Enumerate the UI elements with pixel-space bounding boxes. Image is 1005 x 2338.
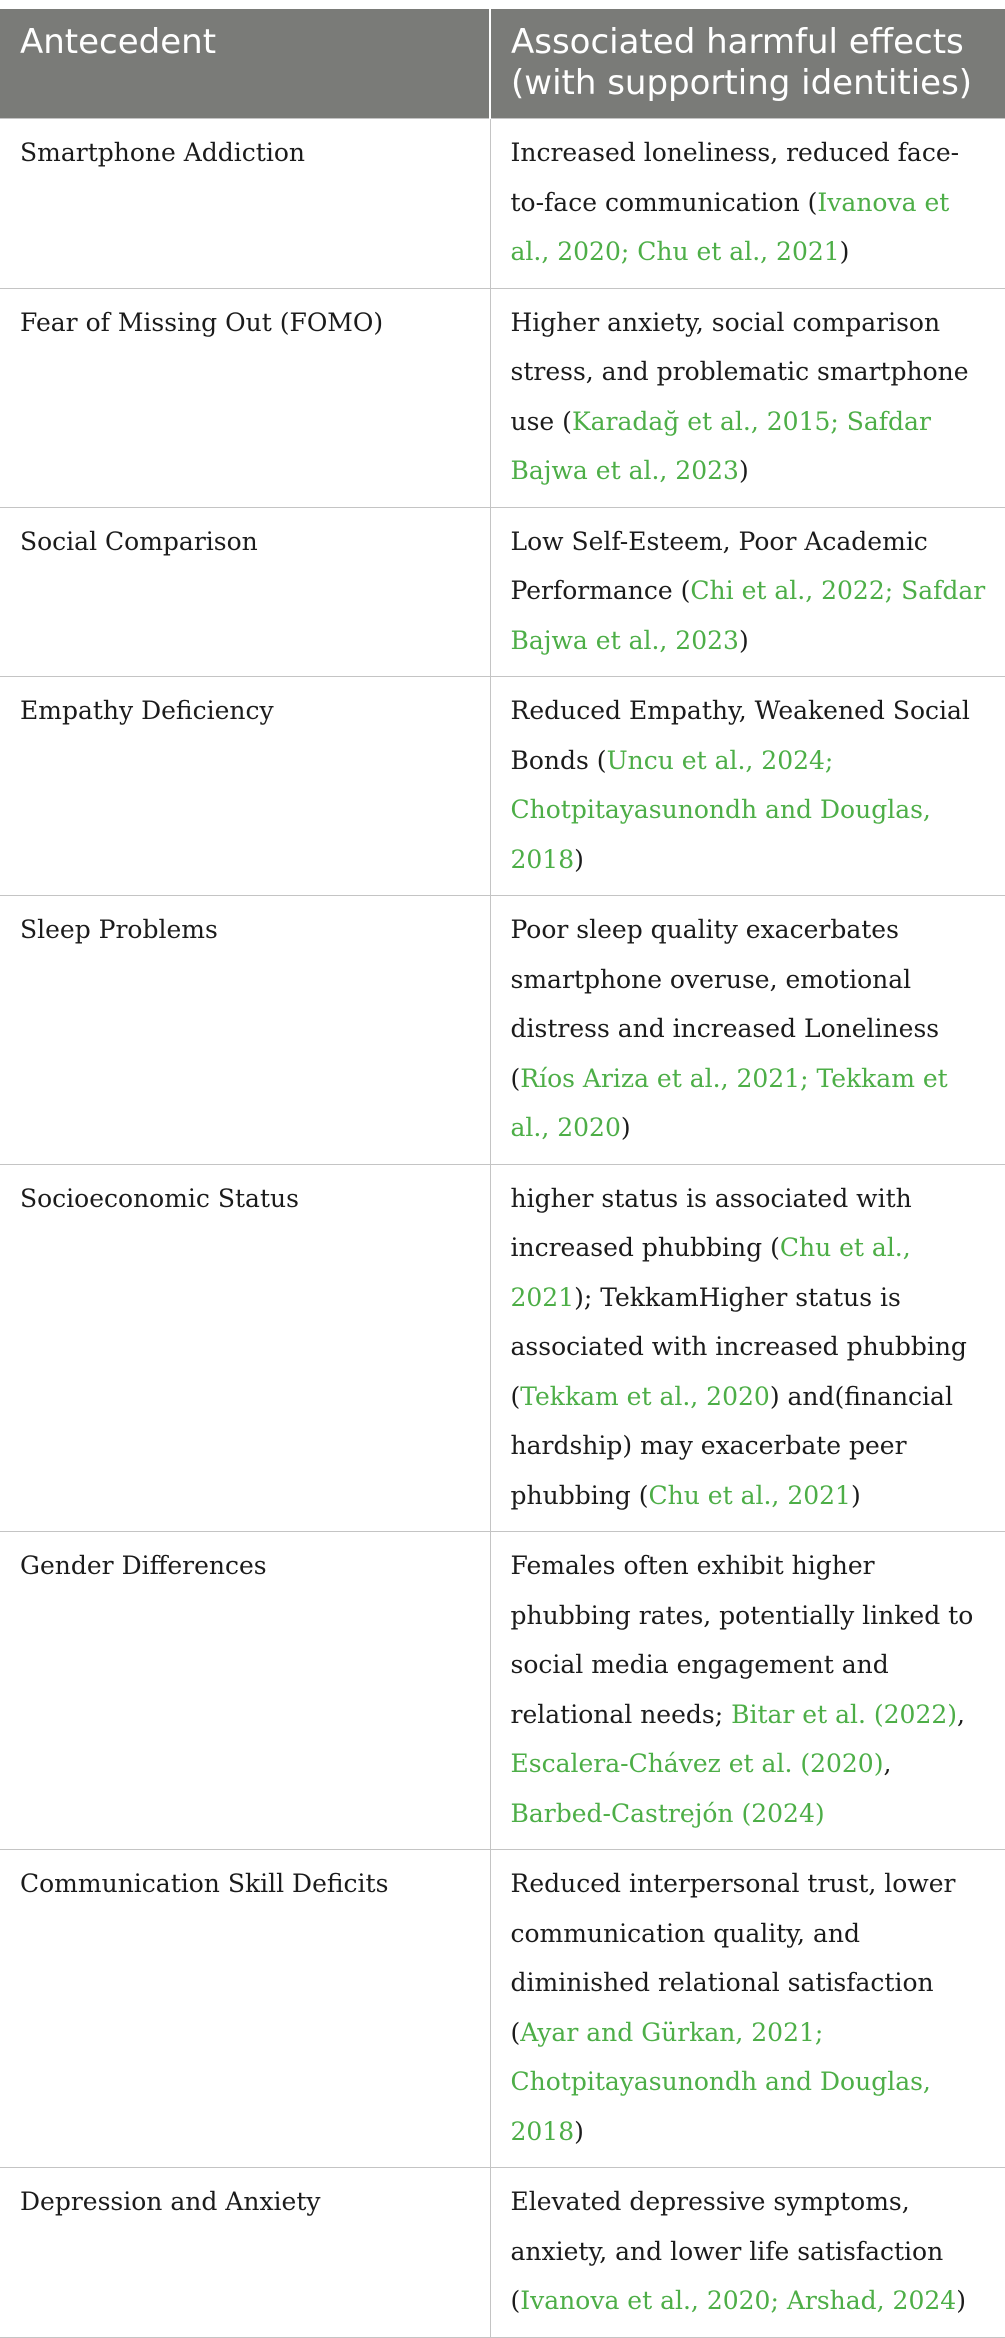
effect-text: ); TekkamHigher status is associated with increased phubbing ( — [510, 1282, 967, 1411]
effect-cell — [490, 896, 1005, 1165]
effect-text: ) — [850, 1480, 861, 1510]
citation-link[interactable]: Ivanova et al., 2020; Chu et al., 2021 — [510, 187, 950, 266]
antecedent-cell: Empathy Deficiency — [0, 677, 490, 896]
antecedent-cell: Gender Differences — [0, 1532, 490, 1850]
header-antecedent: Antecedent — [0, 9, 490, 119]
effect-text: higher status is associated with increased phubbing ( — [510, 1183, 912, 1262]
table-row — [0, 1532, 1005, 1850]
citation-link[interactable]: Ríos Ariza et al., 2021; Tekkam et al., 2020 — [510, 1063, 948, 1142]
citation-link[interactable]: Karadağ et al., 2015; Safdar Bajwa et al., 2023 — [510, 406, 931, 485]
effect-text: ) — [620, 1113, 631, 1142]
citation-link[interactable]: Ayar and Gürkan, 2021; Chotpitayasunondh and Douglas, 2018 — [510, 2017, 931, 2146]
effect-cell — [490, 507, 1005, 677]
effect-text: Higher anxiety, social comparison stress, and problematic smartphone use ( — [510, 307, 969, 436]
effect-text: , — [957, 1699, 965, 1729]
table-row — [0, 507, 1005, 677]
citation-link[interactable]: Chi et al., 2022; Safdar Bajwa et al., 2023 — [510, 576, 986, 655]
antecedent-cell: Socioeconomic Status — [0, 1164, 490, 1532]
citation-link[interactable]: Ivanova et al., 2020; Arshad, 2024 — [520, 2286, 957, 2315]
effect-cell — [490, 677, 1005, 896]
table-row — [0, 1850, 1005, 2168]
table-row — [0, 1164, 1005, 1532]
effect-text: Poor sleep quality exacerbates smartphone overuse, emotional distress and increased Loneliness ( — [510, 915, 940, 1093]
effect-text: , — [883, 1749, 892, 1778]
antecedent-cell: Sleep Problems — [0, 896, 490, 1165]
effect-text: Low Self-Esteem, Poor Academic Performance ( — [510, 526, 928, 605]
effect-cell — [490, 2168, 1005, 2338]
antecedents-table — [0, 9, 1005, 2338]
effect-text: Females often exhibit higher phubbing rates, potentially linked to social media engagement and relational needs; — [510, 1551, 974, 1729]
citation-link[interactable]: Chu et al., 2021 — [648, 1480, 851, 1510]
antecedent-cell: Depression and Anxiety — [0, 2168, 490, 2338]
effect-cell — [490, 288, 1005, 507]
header-row — [0, 9, 1005, 119]
citation-link[interactable]: Barbed-Castrejón (2024) — [510, 1798, 825, 1828]
effect-text: ) — [574, 844, 584, 874]
citation-link[interactable]: Chu et al., 2021 — [510, 1233, 911, 1312]
citation-link[interactable]: Uncu et al., 2024; Chotpitayasunondh and Douglas, 2018 — [510, 745, 931, 874]
effect-text: ) — [738, 625, 749, 655]
citation-link[interactable]: Tekkam et al., 2020 — [520, 1381, 770, 1411]
effect-cell — [490, 1532, 1005, 1850]
table-body — [0, 119, 1005, 2338]
effect-cell — [490, 119, 1005, 289]
citation-link[interactable]: Escalera-Chávez et al. (2020) — [510, 1749, 884, 1778]
table-row — [0, 288, 1005, 507]
antecedent-cell: Smartphone Addiction — [0, 119, 490, 289]
effect-text: ) — [574, 2116, 584, 2146]
effect-text: ) — [956, 2286, 966, 2315]
effect-text: Elevated depressive symptoms, anxiety, and lower life satisfaction ( — [510, 2187, 944, 2315]
effect-cell — [490, 1164, 1005, 1532]
antecedent-cell: Social Comparison — [0, 507, 490, 677]
effect-text: Reduced Empathy, Weakened Social Bonds ( — [510, 696, 970, 775]
table-row — [0, 2168, 1005, 2338]
citation-link[interactable]: Bitar et al. (2022) — [731, 1699, 958, 1729]
effect-text: ) and(financial hardship) may exacerbate peer phubbing ( — [510, 1381, 953, 1510]
effect-text: Increased loneliness, reduced face-to-face communication ( — [510, 138, 960, 217]
effect-text: ) — [738, 456, 749, 485]
antecedent-cell: Fear of Missing Out (FOMO) — [0, 288, 490, 507]
effect-text: Reduced interpersonal trust, lower communication quality, and diminished relational satisfaction ( — [510, 1869, 956, 2047]
antecedent-cell: Communication Skill Deficits — [0, 1850, 490, 2168]
header-harmful-effects: Associated harmful effects (with supporting identities) — [490, 9, 1005, 119]
effect-cell — [490, 1850, 1005, 2168]
table-row — [0, 119, 1005, 289]
effect-text: ) — [839, 237, 850, 266]
table-row — [0, 677, 1005, 896]
table-header — [0, 9, 1005, 119]
table-row — [0, 896, 1005, 1165]
